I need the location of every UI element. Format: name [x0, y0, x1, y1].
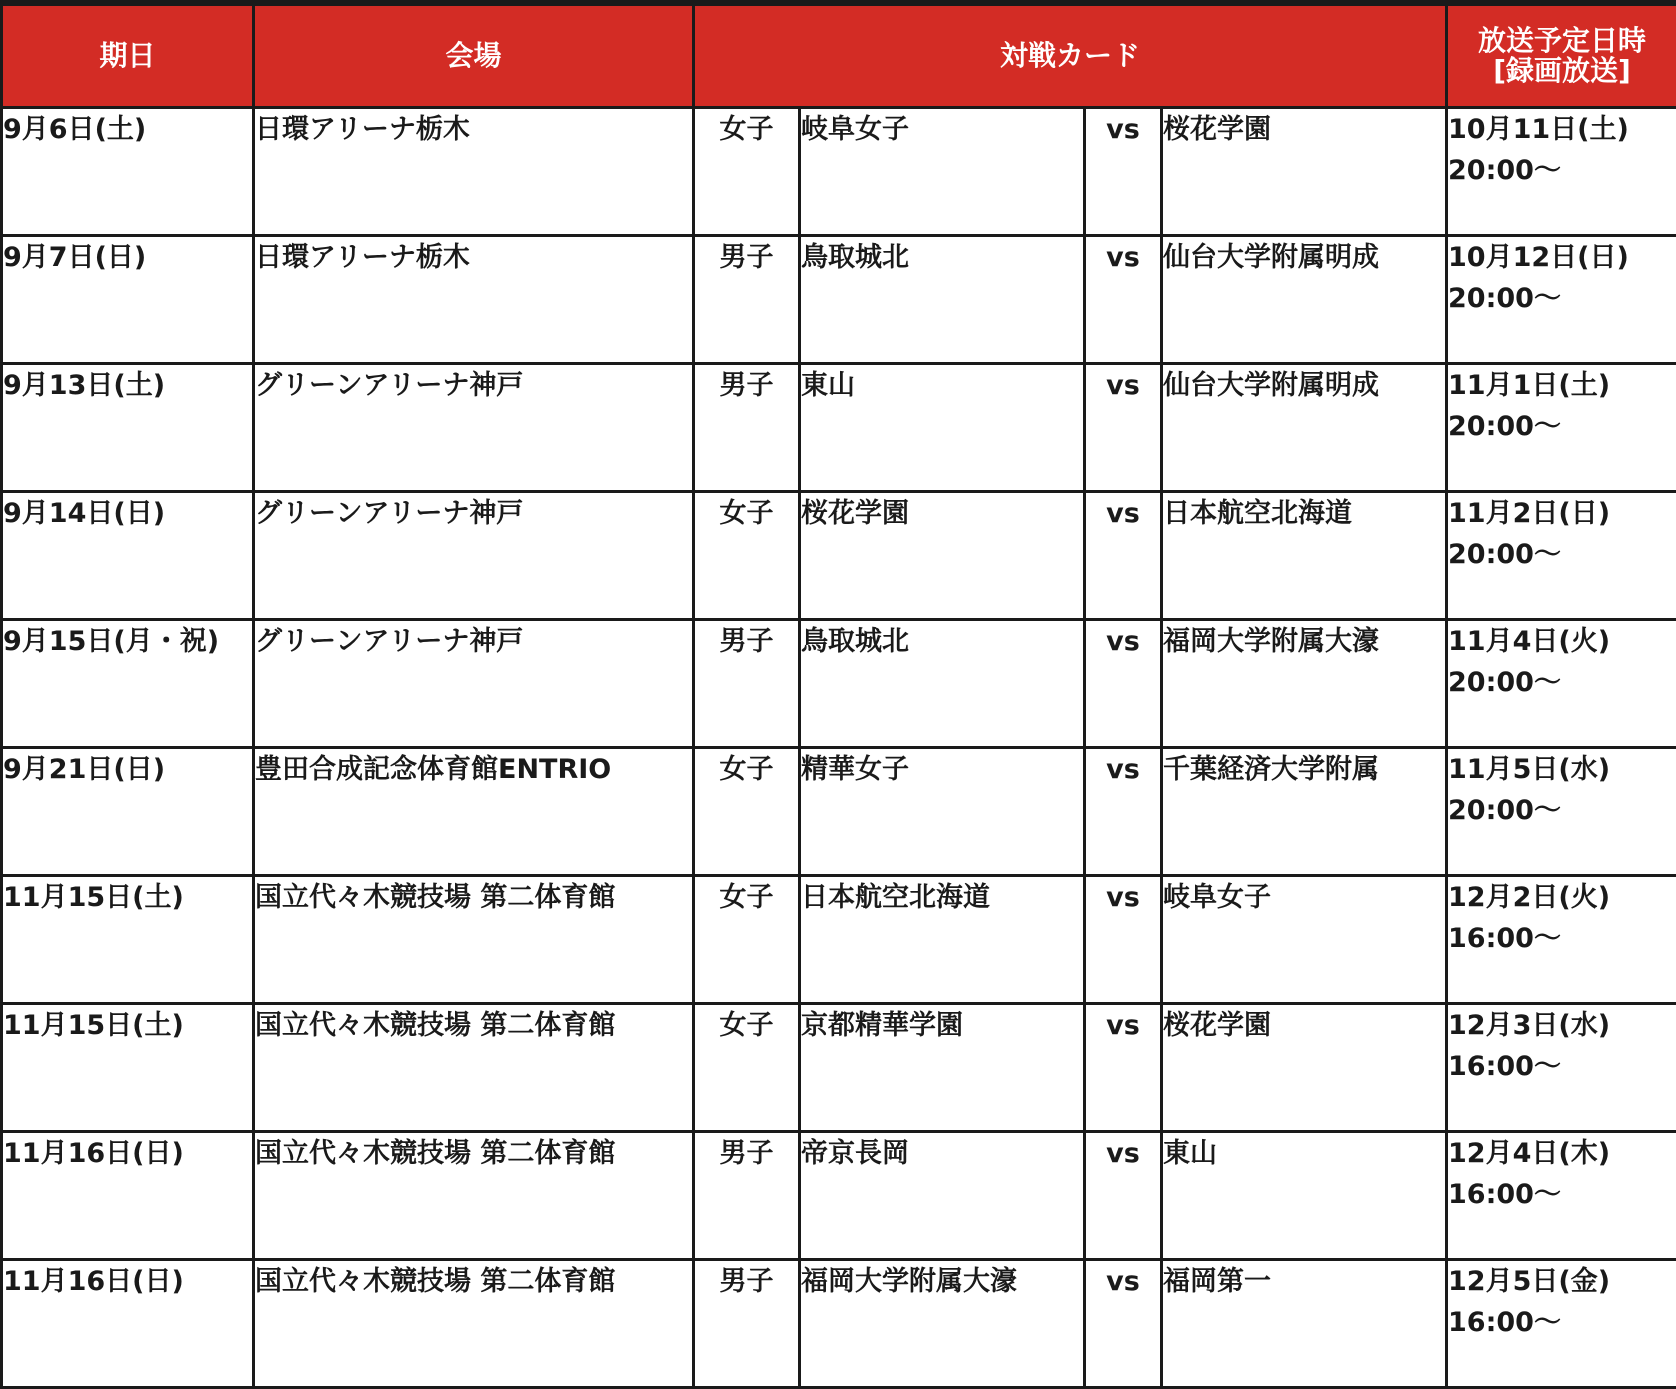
cell-venue: 豊田合成記念体育館ENTRIO [254, 747, 694, 875]
cell-team-b: 仙台大学附属明成 [1162, 235, 1447, 363]
cell-venue: グリーンアリーナ神戸 [254, 491, 694, 619]
table-row [2, 363, 1676, 491]
cell-vs: vs [1085, 1259, 1162, 1387]
cell-venue: 国立代々木競技場 第二体育館 [254, 875, 694, 1003]
table-row [2, 1003, 1676, 1131]
header-broadcast [1447, 3, 1676, 107]
broadcast-date: 12月2日(火) [1448, 877, 1676, 919]
cell-vs: vs [1085, 491, 1162, 619]
cell-broadcast [1447, 875, 1676, 1003]
table-row [2, 491, 1676, 619]
cell-team-a: 鳥取城北 [800, 235, 1085, 363]
cell-date: 11月16日(日) [2, 1131, 254, 1259]
broadcast-time: 20:00〜 [1448, 534, 1676, 576]
cell-gender: 男子 [694, 235, 800, 363]
broadcast-date: 10月12日(日) [1448, 237, 1676, 279]
header-row [2, 3, 1676, 107]
cell-venue: 日環アリーナ栃木 [254, 107, 694, 235]
broadcast-time: 16:00〜 [1448, 1174, 1676, 1216]
cell-venue: 国立代々木競技場 第二体育館 [254, 1259, 694, 1387]
broadcast-date: 11月2日(日) [1448, 493, 1676, 535]
broadcast-date: 11月5日(水) [1448, 749, 1676, 791]
header-broadcast-line1: 放送予定日時 [1448, 26, 1676, 55]
cell-team-a: 東山 [800, 363, 1085, 491]
cell-broadcast [1447, 235, 1676, 363]
broadcast-date: 11月4日(火) [1448, 621, 1676, 663]
cell-team-b: 千葉経済大学附属 [1162, 747, 1447, 875]
table-row [2, 235, 1676, 363]
broadcast-time: 16:00〜 [1448, 1046, 1676, 1088]
cell-vs: vs [1085, 107, 1162, 235]
broadcast-time: 20:00〜 [1448, 278, 1676, 320]
cell-vs: vs [1085, 747, 1162, 875]
broadcast-time: 20:00〜 [1448, 406, 1676, 448]
cell-gender: 男子 [694, 1131, 800, 1259]
broadcast-time: 20:00〜 [1448, 790, 1676, 832]
cell-date: 9月7日(日) [2, 235, 254, 363]
header-date: 期日 [2, 3, 254, 107]
cell-venue: 国立代々木競技場 第二体育館 [254, 1131, 694, 1259]
table-row [2, 107, 1676, 235]
broadcast-date: 12月4日(木) [1448, 1133, 1676, 1175]
cell-date: 9月6日(土) [2, 107, 254, 235]
cell-broadcast [1447, 107, 1676, 235]
cell-vs: vs [1085, 235, 1162, 363]
cell-team-b: 日本航空北海道 [1162, 491, 1447, 619]
cell-broadcast [1447, 747, 1676, 875]
header-broadcast-line2: [録画放送] [1448, 56, 1676, 85]
cell-team-b: 桜花学園 [1162, 107, 1447, 235]
broadcast-date: 12月3日(水) [1448, 1005, 1676, 1047]
cell-gender: 男子 [694, 1259, 800, 1387]
cell-team-a: 京都精華学園 [800, 1003, 1085, 1131]
cell-team-a: 帝京長岡 [800, 1131, 1085, 1259]
cell-date: 11月15日(土) [2, 1003, 254, 1131]
cell-broadcast [1447, 1131, 1676, 1259]
cell-venue: 国立代々木競技場 第二体育館 [254, 1003, 694, 1131]
header-venue: 会場 [254, 3, 694, 107]
cell-venue: 日環アリーナ栃木 [254, 235, 694, 363]
cell-gender: 男子 [694, 363, 800, 491]
cell-vs: vs [1085, 619, 1162, 747]
cell-team-a: 桜花学園 [800, 491, 1085, 619]
table-body [2, 107, 1676, 1387]
cell-vs: vs [1085, 363, 1162, 491]
broadcast-date: 11月1日(土) [1448, 365, 1676, 407]
cell-broadcast [1447, 1259, 1676, 1387]
broadcast-time: 16:00〜 [1448, 1302, 1676, 1344]
cell-team-a: 福岡大学附属大濠 [800, 1259, 1085, 1387]
cell-venue: グリーンアリーナ神戸 [254, 619, 694, 747]
cell-team-a: 精華女子 [800, 747, 1085, 875]
broadcast-time: 20:00〜 [1448, 662, 1676, 704]
header-matchup: 対戦カード [694, 3, 1447, 107]
cell-vs: vs [1085, 875, 1162, 1003]
cell-date: 9月14日(日) [2, 491, 254, 619]
cell-broadcast [1447, 363, 1676, 491]
cell-team-a: 鳥取城北 [800, 619, 1085, 747]
broadcast-time: 16:00〜 [1448, 918, 1676, 960]
cell-vs: vs [1085, 1131, 1162, 1259]
table-row [2, 747, 1676, 875]
cell-date: 9月13日(土) [2, 363, 254, 491]
cell-gender: 女子 [694, 747, 800, 875]
cell-gender: 男子 [694, 619, 800, 747]
cell-team-b: 仙台大学附属明成 [1162, 363, 1447, 491]
cell-broadcast [1447, 619, 1676, 747]
table-row [2, 619, 1676, 747]
table-row [2, 1131, 1676, 1259]
cell-team-b: 岐阜女子 [1162, 875, 1447, 1003]
cell-team-b: 桜花学園 [1162, 1003, 1447, 1131]
cell-team-a: 岐阜女子 [800, 107, 1085, 235]
cell-date: 9月21日(日) [2, 747, 254, 875]
table-row [2, 1259, 1676, 1387]
table-header [2, 3, 1676, 107]
cell-broadcast [1447, 491, 1676, 619]
cell-gender: 女子 [694, 491, 800, 619]
cell-gender: 女子 [694, 107, 800, 235]
cell-date: 11月16日(日) [2, 1259, 254, 1387]
cell-vs: vs [1085, 1003, 1162, 1131]
cell-team-b: 福岡大学附属大濠 [1162, 619, 1447, 747]
broadcast-date: 12月5日(金) [1448, 1261, 1676, 1303]
table-row [2, 875, 1676, 1003]
broadcast-date: 10月11日(土) [1448, 109, 1676, 151]
cell-date: 9月15日(月・祝) [2, 619, 254, 747]
cell-date: 11月15日(土) [2, 875, 254, 1003]
cell-broadcast [1447, 1003, 1676, 1131]
cell-gender: 女子 [694, 875, 800, 1003]
cell-venue: グリーンアリーナ神戸 [254, 363, 694, 491]
cell-team-a: 日本航空北海道 [800, 875, 1085, 1003]
cell-team-b: 東山 [1162, 1131, 1447, 1259]
cell-gender: 女子 [694, 1003, 800, 1131]
broadcast-time: 20:00〜 [1448, 150, 1676, 192]
cell-team-b: 福岡第一 [1162, 1259, 1447, 1387]
